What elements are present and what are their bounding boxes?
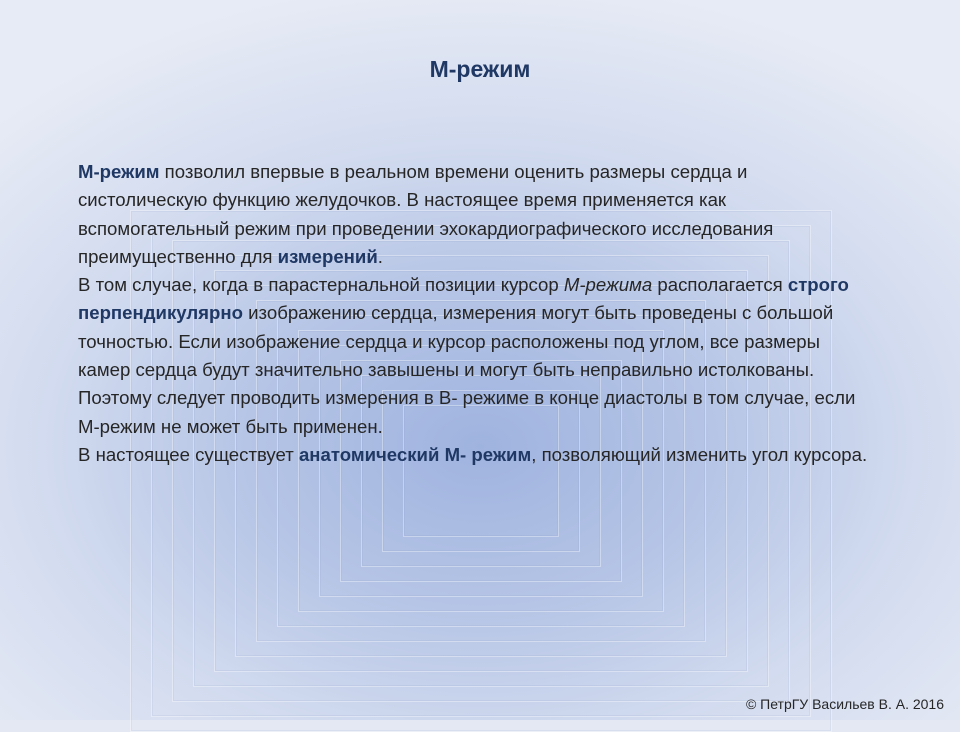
copyright-footer: © ПетрГУ Васильев В. А. 2016 <box>745 696 944 712</box>
term-strictly-perpendicular: строго перпендикулярно <box>78 274 849 324</box>
paragraph-2-text-c: изображению сердца, измерения могут быть проведены с большой точностью. Если изображение сердца и курсор расположены под углом, все размеры камер сердца будут значительно завышены и могут быть неправильно истолкованы. Поэтому следует проводить измерения в В- режиме в конце диастолы в том случае, если М-режим не может быть применен. <box>78 302 856 437</box>
term-measurements: измерений <box>277 245 378 267</box>
slide-title: М-режим <box>429 56 531 82</box>
slide-body <box>78 158 868 469</box>
term-anatomical-m-mode: анатомический М- режим <box>298 443 532 465</box>
term-m-mode: М-режим <box>78 161 160 182</box>
paragraph-1-end: . <box>377 245 383 267</box>
paragraph-1 <box>78 158 868 271</box>
paragraph-3 <box>78 441 868 469</box>
paragraph-2-text-a: В том случае, когда в парастернальной позиции курсор <box>78 274 564 296</box>
paragraph-3-text-a: В настоящее существует <box>78 443 299 465</box>
paragraph-1-text: позволил впервые в реальном времени оценить размеры сердца и систолическую функцию желудочков. В настоящее время применяется как вспомогательный режим при проведении эхокардиографического исследования преимущественно для <box>78 161 774 267</box>
term-m-mode-italic: М-режима <box>563 274 653 296</box>
paragraph-3-text-b: , позволяющий изменить угол курсора. <box>531 443 868 465</box>
paragraph-2 <box>78 271 868 441</box>
paragraph-2-text-b: располагается <box>652 274 788 296</box>
